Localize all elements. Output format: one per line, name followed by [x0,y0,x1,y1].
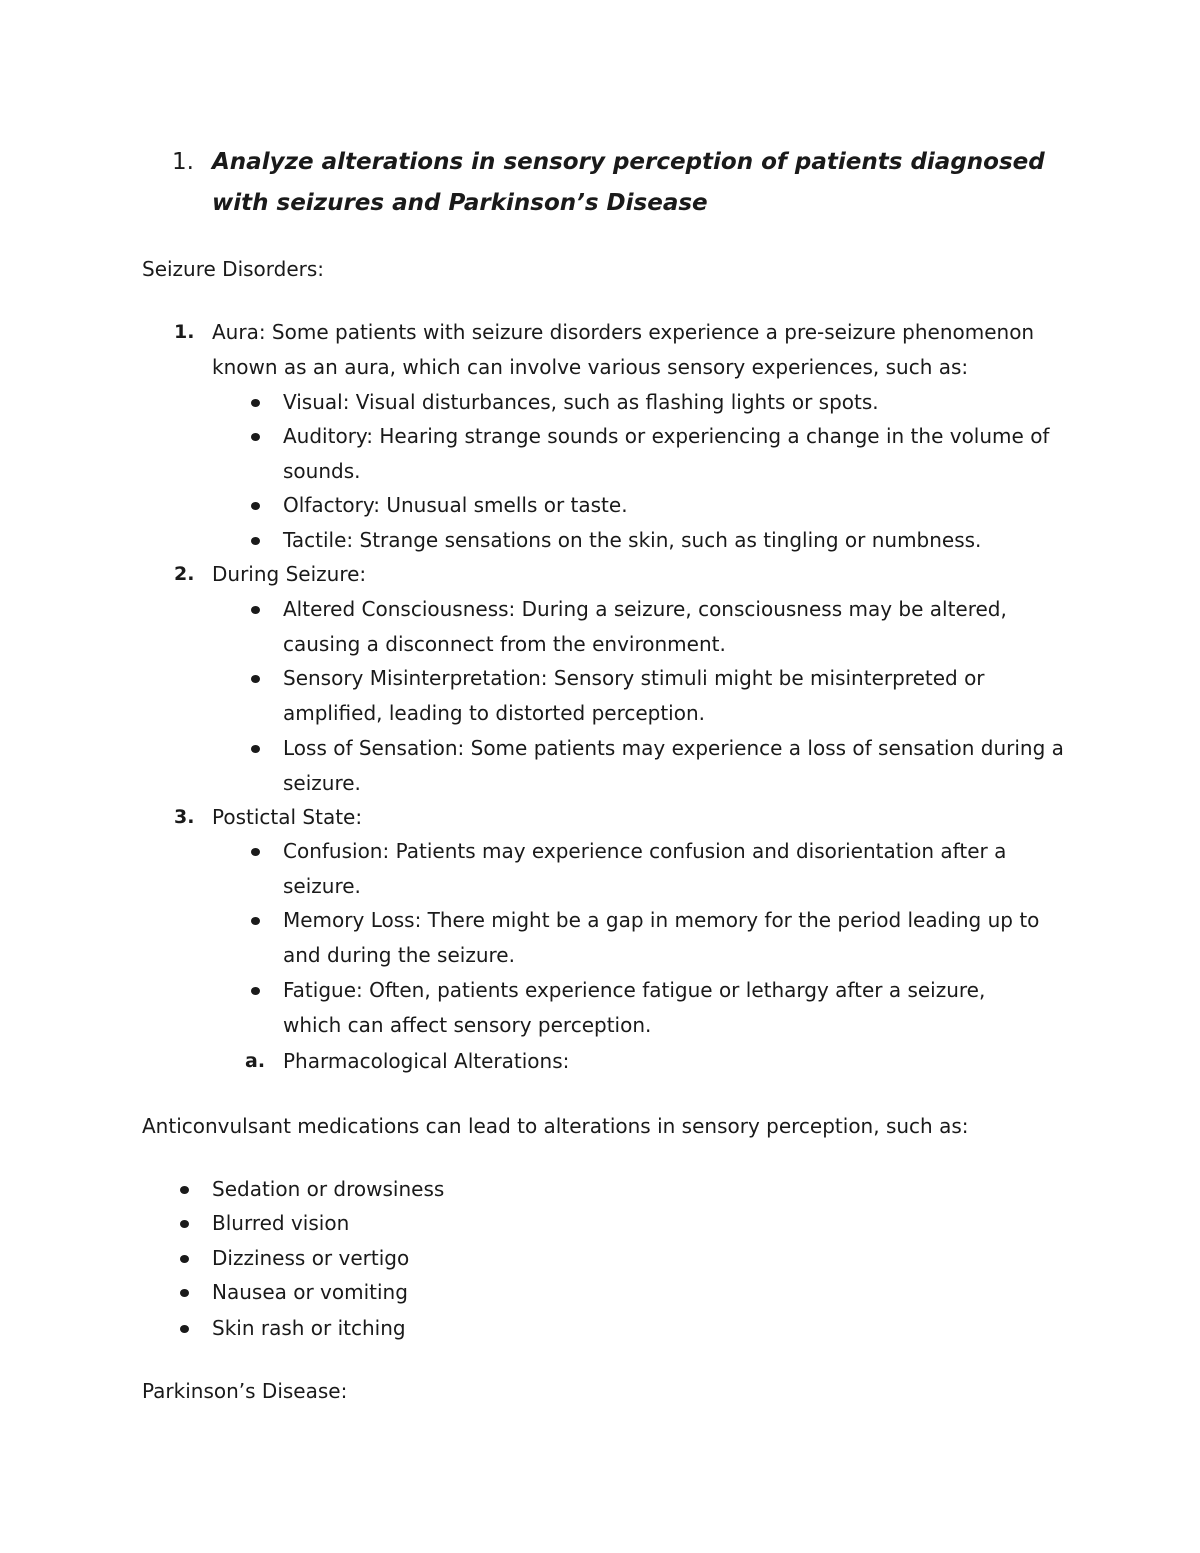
bullet-item [212,1241,1012,1276]
bullet-item [283,419,1053,489]
bullet-item [283,385,1083,420]
bullet-icon [180,1220,189,1228]
bullet-text: Loss of Sensation: Some patients may experience a loss of sensation during a seizure. [283,736,1064,795]
list-number: 1. [174,321,195,343]
bullet-icon [251,399,260,407]
bullet-item [212,1206,1012,1241]
sub-list-text: Pharmacological Alterations: [283,1049,570,1073]
bullet-text: Dizziness or vertigo [212,1246,410,1270]
bullet-icon [251,745,260,753]
bullet-text: Olfactory: Unusual smells or taste. [283,493,628,517]
heading-number: 1. [172,149,194,175]
question-heading [172,142,1072,224]
bullet-text: Sensory Misinterpretation: Sensory stimuli might be misinterpreted or amplified, leading to distorted perception. [283,666,985,725]
list-item-text: Postictal State: [212,805,363,829]
bullet-item [212,1311,1012,1346]
bullet-icon [180,1325,189,1333]
bullet-icon [251,848,260,856]
list-item-text: Aura: Some patients with seizure disorders experience a pre-seizure phenomenon known as an aura, which can involve various sensory experiences, such as: [212,320,1035,379]
bullet-item [283,903,1043,973]
bullet-item [283,592,1023,662]
bullet-item [283,523,1083,558]
bullet-icon [251,502,260,510]
sub-list-item [245,1044,1083,1079]
bullet-text: Visual: Visual disturbances, such as flashing lights or spots. [283,390,879,414]
bullet-icon [251,675,260,683]
list-number: 2. [174,563,195,585]
bullet-icon [251,537,260,545]
bullet-icon [180,1255,189,1263]
bullet-item [212,1275,1012,1310]
bullet-text: Altered Consciousness: During a seizure, consciousness may be altered, causing a disconnect from the environment. [283,597,1007,656]
list-item [174,315,1072,385]
bullet-item [283,973,1023,1043]
heading-text: Analyze alterations in sensory perception of patients diagnosed with seizures and Parkinson’s Disease [212,149,1045,216]
bullet-text: Nausea or vomiting [212,1280,408,1304]
bullet-text: Fatigue: Often, patients experience fatigue or lethargy after a seizure, which can affect sensory perception. [283,978,986,1037]
bullet-icon [251,917,260,925]
bullet-item [283,488,1083,523]
sub-list-marker: a. [245,1050,266,1072]
bullet-item [283,731,1083,801]
bullet-text: Confusion: Patients may experience confusion and disorientation after a seizure. [283,839,1007,898]
bullet-item [283,834,1023,904]
bullet-text: Auditory: Hearing strange sounds or experiencing a change in the volume of sounds. [283,424,1050,483]
list-item [174,800,1072,835]
bullet-text: Memory Loss: There might be a gap in memory for the period leading up to and during the seizure. [283,908,1040,967]
bullet-icon [251,987,260,995]
list-number: 3. [174,806,195,828]
anticonvulsant-intro: Anticonvulsant medications can lead to alterations in sensory perception, such as: [142,1114,969,1138]
bullet-icon [180,1186,189,1194]
list-item-text: During Seizure: [212,562,367,586]
bullet-item [212,1172,1012,1207]
section-title-parkinson: Parkinson’s Disease: [142,1379,348,1403]
bullet-text: Tactile: Strange sensations on the skin, such as tingling or numbness. [283,528,982,552]
section-title-seizure: Seizure Disorders: [142,257,325,281]
bullet-text: Sedation or drowsiness [212,1177,445,1201]
bullet-icon [251,606,260,614]
bullet-text: Blurred vision [212,1211,350,1235]
bullet-text: Skin rash or itching [212,1316,406,1340]
bullet-item [283,661,1023,731]
list-item [174,557,1072,592]
bullet-icon [180,1289,189,1297]
bullet-icon [251,433,260,441]
